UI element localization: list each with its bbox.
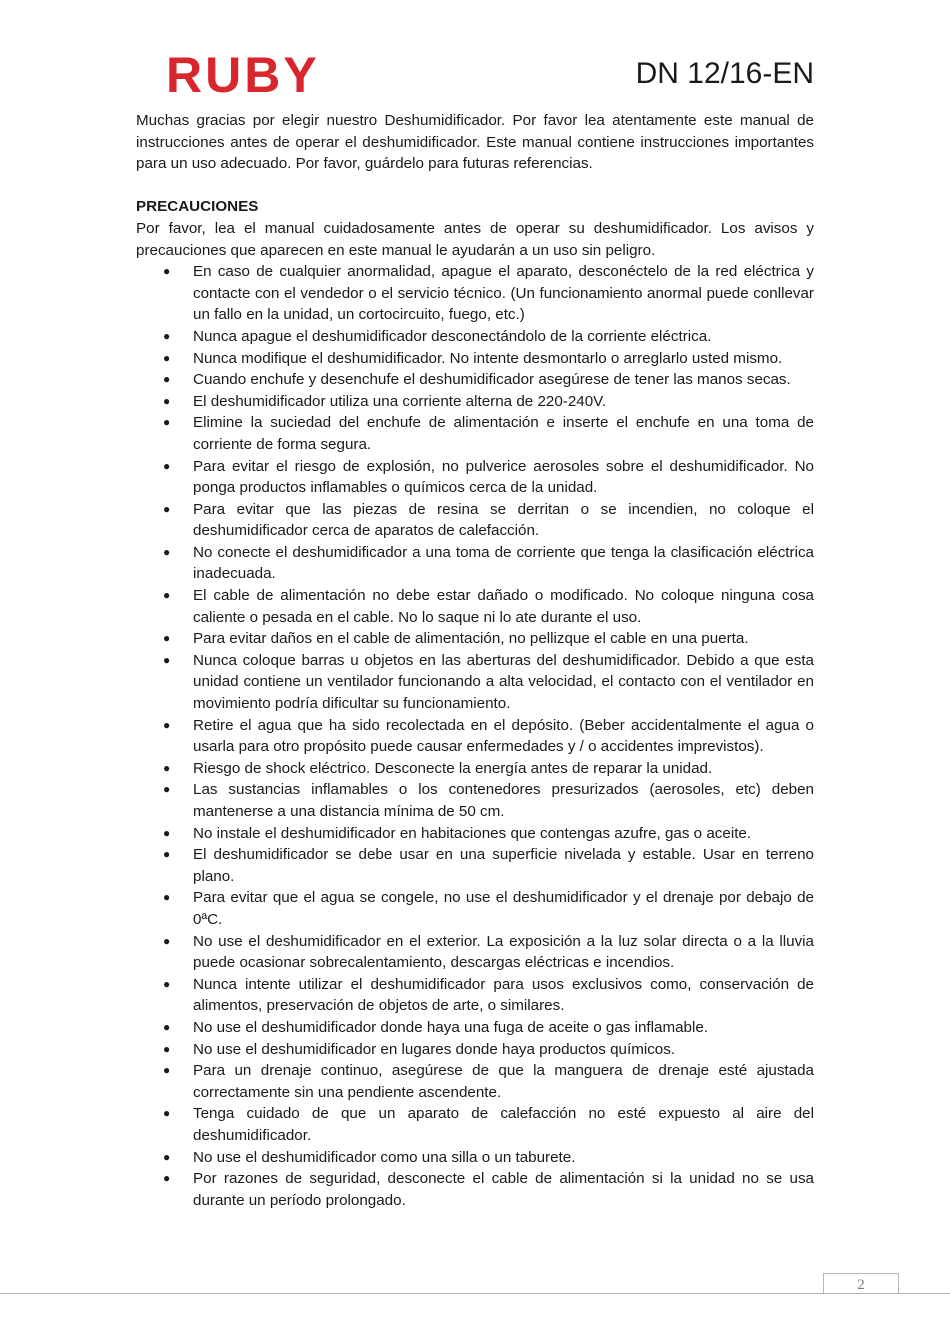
- list-item-text: Tenga cuidado de que un aparato de calefacción no esté expuesto al aire del deshumidificador.: [193, 1105, 814, 1144]
- bullet-icon: ●: [163, 1106, 171, 1121]
- list-item-text: Nunca modifique el deshumidificador. No intente desmontarlo o arreglarlo usted mismo.: [193, 349, 783, 367]
- list-item-text: El cable de alimentación no debe estar dañado o modificado. No coloque ninguna cosa caliente o pesada en el cable. No lo saque ni lo ate durante el uso.: [193, 587, 814, 626]
- bullet-icon: ●: [163, 652, 171, 667]
- bullet-icon: ●: [163, 372, 171, 387]
- bullet-icon: ●: [163, 393, 171, 408]
- list-item-text: Retire el agua que ha sido recolectada en el depósito. (Beber accidentalmente el agua o usarla para otro propósito puede causar enfermedades y / o accidentes imprevistos).: [193, 716, 814, 756]
- page-number: 2: [857, 1277, 865, 1293]
- list-item-text: Nunca apague el deshumidificador desconectándolo de la corriente eléctrica.: [193, 327, 712, 345]
- bullet-icon: ●: [163, 1171, 171, 1186]
- list-item: [136, 779, 814, 822]
- list-item-text: Nunca coloque barras u objetos en las aberturas del deshumidificador. Debido a que esta unidad contiene un ventilador funcionando a alta velocidad, el contacto con el ventilador en movimiento podría dificultar su funcionamiento.: [193, 651, 814, 713]
- list-item-text: No use el deshumidificador en el exterior. La exposición a la luz solar directa o a la lluvia puede ocasionar sobrecalentamiento, descargas eléctricas e incendios.: [193, 932, 814, 972]
- bullet-icon: ●: [163, 1149, 171, 1164]
- list-item: [136, 650, 814, 715]
- bullet-icon: ●: [163, 264, 171, 279]
- bullet-icon: ●: [163, 458, 171, 473]
- bullet-icon: ●: [163, 782, 171, 797]
- list-item: [136, 1060, 814, 1103]
- intro-paragraph: Muchas gracias por elegir nuestro Deshumidificador. Por favor lea atentamente este manual de instrucciones antes de operar el deshumidificador. Este manual contiene instrucciones importantes para un uso adecuado. Por favor, guárdelo para futuras referencias.: [136, 112, 814, 173]
- bullet-icon: ●: [163, 1063, 171, 1078]
- bullet-icon: ●: [163, 631, 171, 646]
- list-item-text: Para evitar el riesgo de explosión, no pulverice aerosoles sobre el deshumidificador. No ponga productos inflamables o químicos cerca de la unidad.: [193, 457, 814, 497]
- precautions-lead: Por favor, lea el manual cuidadosamente antes de operar su deshumidificador. Los avisos y precauciones que aparecen en este manual le ayudarán a un uso sin peligro.: [136, 219, 814, 259]
- list-item-text: Para un drenaje continuo, asegúrese de que la manguera de drenaje esté ajustada correctamente sin una pendiente ascendente.: [193, 1062, 814, 1101]
- bullet-icon: ●: [163, 415, 171, 430]
- list-item: [136, 412, 814, 455]
- list-item-text: Las sustancias inflamables o los contenedores presurizados (aerosoles, etc) deben mantenerse a una distancia mínima de 50 cm.: [193, 781, 814, 820]
- list-item: [136, 844, 814, 887]
- bullet-icon: ●: [163, 501, 171, 516]
- list-item-text: Elimine la suciedad del enchufe de alimentación e inserte el enchufe en una toma de corriente de forma segura.: [193, 414, 814, 453]
- list-item: [136, 715, 814, 758]
- brand-logo: RUBY: [166, 47, 320, 103]
- list-item-text: No instale el deshumidificador en habitaciones que contengas azufre, gas o aceite.: [193, 824, 752, 842]
- list-item-text: No use el deshumidificador donde haya una fuga de aceite o gas inflamable.: [193, 1018, 709, 1036]
- footer-rule: [0, 1293, 950, 1294]
- list-item-text: No use el deshumidificador en lugares donde haya productos químicos.: [193, 1040, 676, 1058]
- bullet-icon: ●: [163, 588, 171, 603]
- list-item: [136, 758, 814, 780]
- list-item: [136, 261, 814, 326]
- list-item-text: Para evitar que el agua se congele, no use el deshumidificador y el drenaje por debajo de 0ªC.: [193, 889, 814, 928]
- list-item: [136, 391, 814, 413]
- bullet-icon: ●: [163, 544, 171, 559]
- list-item-text: Para evitar daños en el cable de alimentación, no pellizque el cable en una puerta.: [193, 630, 749, 648]
- document-body: [136, 110, 814, 1211]
- list-item-text: El deshumidificador utiliza una corriente alterna de 220-240V.: [193, 392, 607, 410]
- list-item-text: Para evitar que las piezas de resina se derritan o se incendien, no coloque el deshumidificador cerca de aparatos de calefacción.: [193, 500, 814, 540]
- list-item: [136, 456, 814, 499]
- list-item-text: El deshumidificador se debe usar en una superficie nivelada y estable. Usar en terreno plano.: [193, 846, 814, 885]
- list-item: [136, 542, 814, 585]
- bullet-icon: ●: [163, 976, 171, 991]
- bullet-icon: ●: [163, 760, 171, 775]
- list-item-text: Riesgo de shock eléctrico. Desconecte la energía antes de reparar la unidad.: [193, 759, 713, 777]
- section-title: PRECAUCIONES: [136, 198, 259, 216]
- list-item: [136, 348, 814, 370]
- list-item: [136, 931, 814, 974]
- precautions-list: [136, 261, 814, 1211]
- bullet-icon: ●: [163, 890, 171, 905]
- list-item-text: No conecte el deshumidificador a una toma de corriente que tenga la clasificación eléctrica inadecuada.: [193, 543, 814, 583]
- list-item: [136, 1103, 814, 1146]
- list-item: [136, 369, 814, 391]
- list-item: [136, 1017, 814, 1039]
- bullet-icon: ●: [163, 847, 171, 862]
- document-code: DN 12/16-EN: [635, 57, 814, 90]
- list-item: [136, 1039, 814, 1061]
- bullet-icon: ●: [163, 1019, 171, 1034]
- bullet-icon: ●: [163, 933, 171, 948]
- bullet-icon: ●: [163, 825, 171, 840]
- list-item: [136, 628, 814, 650]
- list-item: [136, 823, 814, 845]
- list-item: [136, 326, 814, 348]
- list-item: [136, 887, 814, 930]
- list-item-text: No use el deshumidificador como una silla o un taburete.: [193, 1148, 576, 1166]
- bullet-icon: ●: [163, 350, 171, 365]
- list-item: [136, 1147, 814, 1169]
- list-item-text: En caso de cualquier anormalidad, apague el aparato, desconéctelo de la red eléctrica y contacte con el vendedor o el servicio técnico. (Un funcionamiento anormal puede conllevar un fallo en la unidad, un cortocircuito, fuego, etc.): [193, 263, 814, 324]
- bullet-icon: ●: [163, 717, 171, 732]
- list-item: [136, 585, 814, 628]
- list-item-text: Cuando enchufe y desenchufe el deshumidificador asegúrese de tener las manos secas.: [193, 371, 791, 389]
- list-item: [136, 974, 814, 1017]
- list-item-text: Nunca intente utilizar el deshumidificador para usos exclusivos como, conservación de alimentos, preservación de objetos de arte, o similares.: [193, 975, 814, 1015]
- bullet-icon: ●: [163, 1041, 171, 1056]
- list-item: [136, 499, 814, 542]
- list-item-text: Por razones de seguridad, desconecte el cable de alimentación si la unidad no se usa durante un período prolongado.: [193, 1170, 814, 1209]
- list-item: [136, 1168, 814, 1211]
- bullet-icon: ●: [163, 328, 171, 343]
